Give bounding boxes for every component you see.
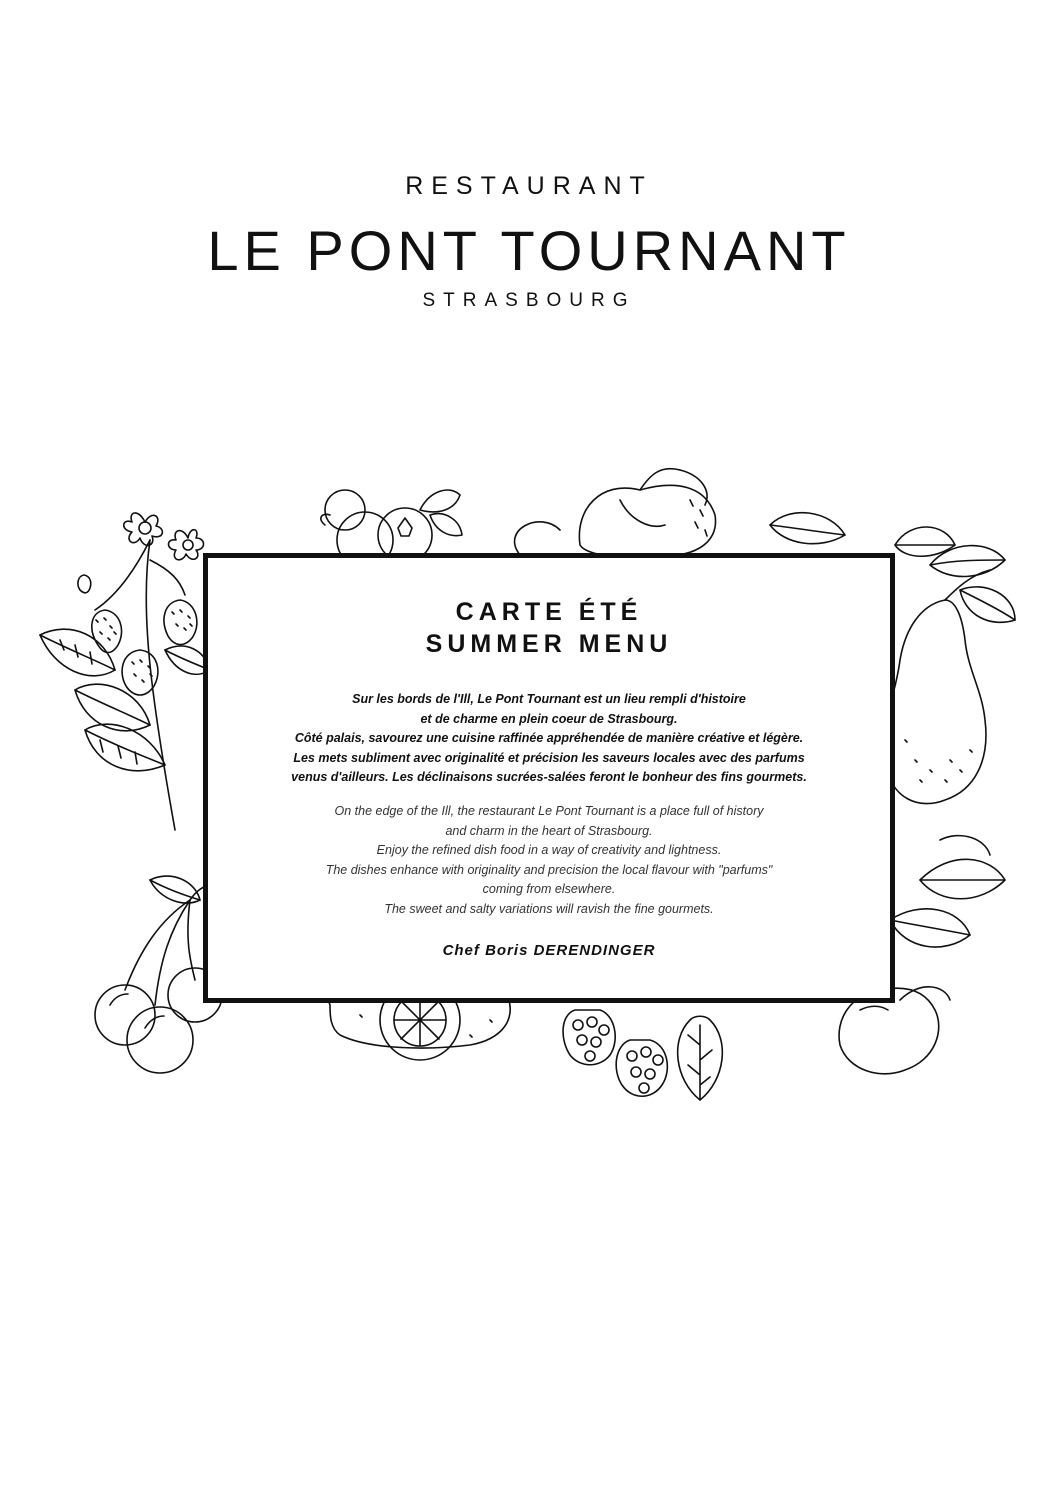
menu-intro-panel — [203, 553, 895, 1003]
menu-title-fr: CARTE ÉTÉ — [455, 598, 643, 626]
intro-fr-line: Côté palais, savourez une cuisine raffinée appréhendée de manière créative et légère. — [294, 731, 804, 745]
apple-icon — [515, 469, 716, 557]
intro-fr-line: Sur les bords de l'Ill, Le Pont Tournant est un lieu rempli d'histoire — [352, 692, 746, 706]
chef-signature: Chef Boris DERENDINGER — [442, 942, 656, 959]
intro-fr-line: Les mets subliment avec originalité et précision les saveurs locales avec des parfums — [293, 750, 805, 765]
intro-en-line: On the edge of the Ill, the restaurant Le Pont Tournant is a place full of history — [334, 804, 764, 818]
strawberry-plant-icon — [40, 513, 210, 830]
intro-en-line: and charm in the heart of Strasbourg. — [445, 823, 653, 838]
intro-text-en — [208, 802, 890, 919]
menu-title-en: SUMMER MENU — [425, 630, 673, 658]
header-restaurant-label: RESTAURANT — [405, 172, 653, 200]
intro-fr-line: et de charme en plein coeur de Strasbourg. — [420, 711, 678, 726]
header-city: STRASBOURG — [422, 290, 636, 311]
intro-en-line: Enjoy the refined dish food in a way of creativity and lightness. — [376, 843, 722, 857]
intro-en-line: The sweet and salty variations will ravish the fine gourmets. — [384, 901, 714, 916]
intro-en-line: coming from elsewhere. — [482, 882, 616, 896]
restaurant-name: LE PONT TOURNANT — [207, 219, 851, 282]
intro-fr-line: venus d'ailleurs. Les déclinaisons sucrées-salées feront le bonheur des fins gourmets. — [291, 770, 807, 784]
intro-en-line: The dishes enhance with originality and precision the local flavour with "parfums" — [325, 862, 773, 877]
intro-text-fr — [208, 690, 890, 788]
